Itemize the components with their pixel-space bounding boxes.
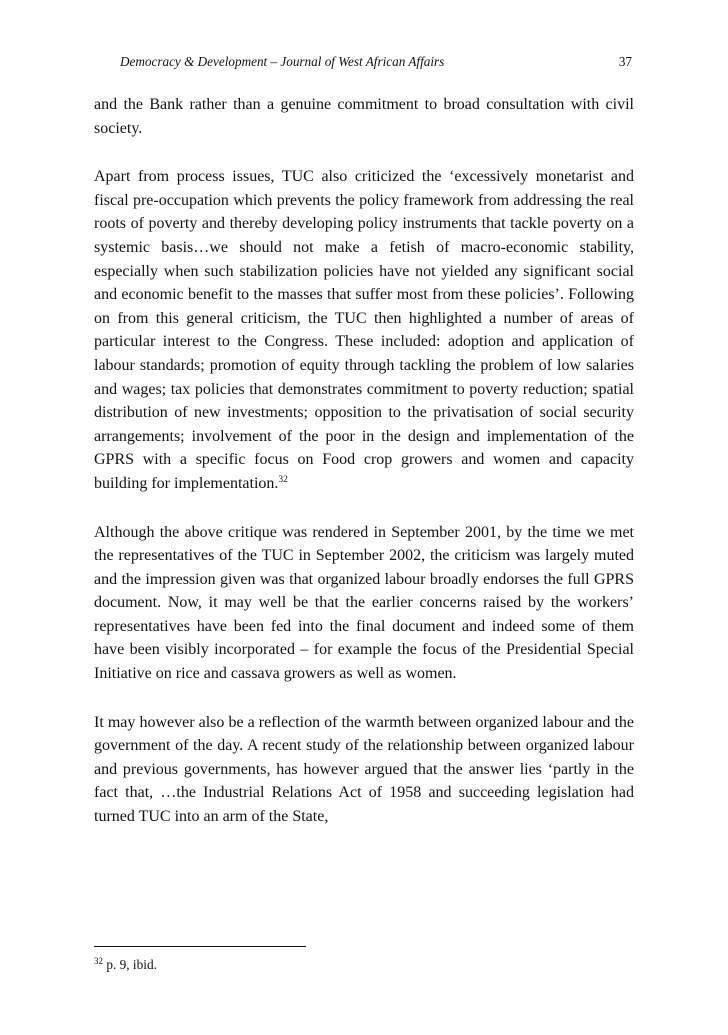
footnote-number: 32: [94, 956, 103, 966]
page-number: 37: [618, 54, 632, 69]
footnote-separator: [94, 946, 306, 947]
footnote: [94, 956, 157, 974]
paragraph-2-text: Apart from process issues, TUC also criticized the ‘excessively monetarist and fiscal pre-occupation which prevents the policy framework from addressing the real roots of poverty and thereby developing policy instruments that tackle poverty on a systemic basis…we should not make a fetish of macro-economic stability, especially when such stabilization policies have not yielded any significant social and economic benefit to the masses that suffer most from these policies’. Following on from this general criticism, the TUC then highlighted a number of areas of particular interest to the Congress. These included: adoption and application of labour standards; promotion of equity through tackling the problem of low salaries and wages; tax policies that demonstrates commitment to poverty reduction; spatial distribution of new investments; opposition to the privatisation of social security arrangements; involvement of the poor in the design and implementation of the GPRS with a specific focus on Food crop growers and women and capacity building for implementation.: [94, 168, 634, 492]
footnote-text: p. 9, ibid.: [103, 957, 157, 972]
body-text: [94, 93, 634, 854]
running-header: Democracy & Development – Journal of West African Affairs: [120, 54, 445, 69]
paragraph-2: [94, 165, 634, 495]
paragraph-3: Although the above critique was rendered in September 2001, by the time we met the representatives of the TUC in September 2002, the criticism was largely muted and the impression given was that organized labour broadly endorses the full GPRS document. Now, it may well be that the earlier concerns raised by the workers’ representatives have been fed into the final document and indeed some of them have been visibly incorporated – for example the focus of the Presidential Special Initiative on rice and cassava growers as well as women.: [94, 523, 634, 683]
paragraph-4: It may however also be a reflection of the warmth between organized labour and the government of the day. A recent study of the relationship between organized labour and previous governments, has however argued that the answer lies ‘partly in the fact that, …the Industrial Relations Act of 1958 and succeeding legislation had turned TUC into an arm of the State,: [94, 713, 634, 826]
paragraph-1: and the Bank rather than a genuine commitment to broad consultation with civil society.: [94, 96, 634, 137]
footnote-reference: 32: [278, 474, 288, 485]
